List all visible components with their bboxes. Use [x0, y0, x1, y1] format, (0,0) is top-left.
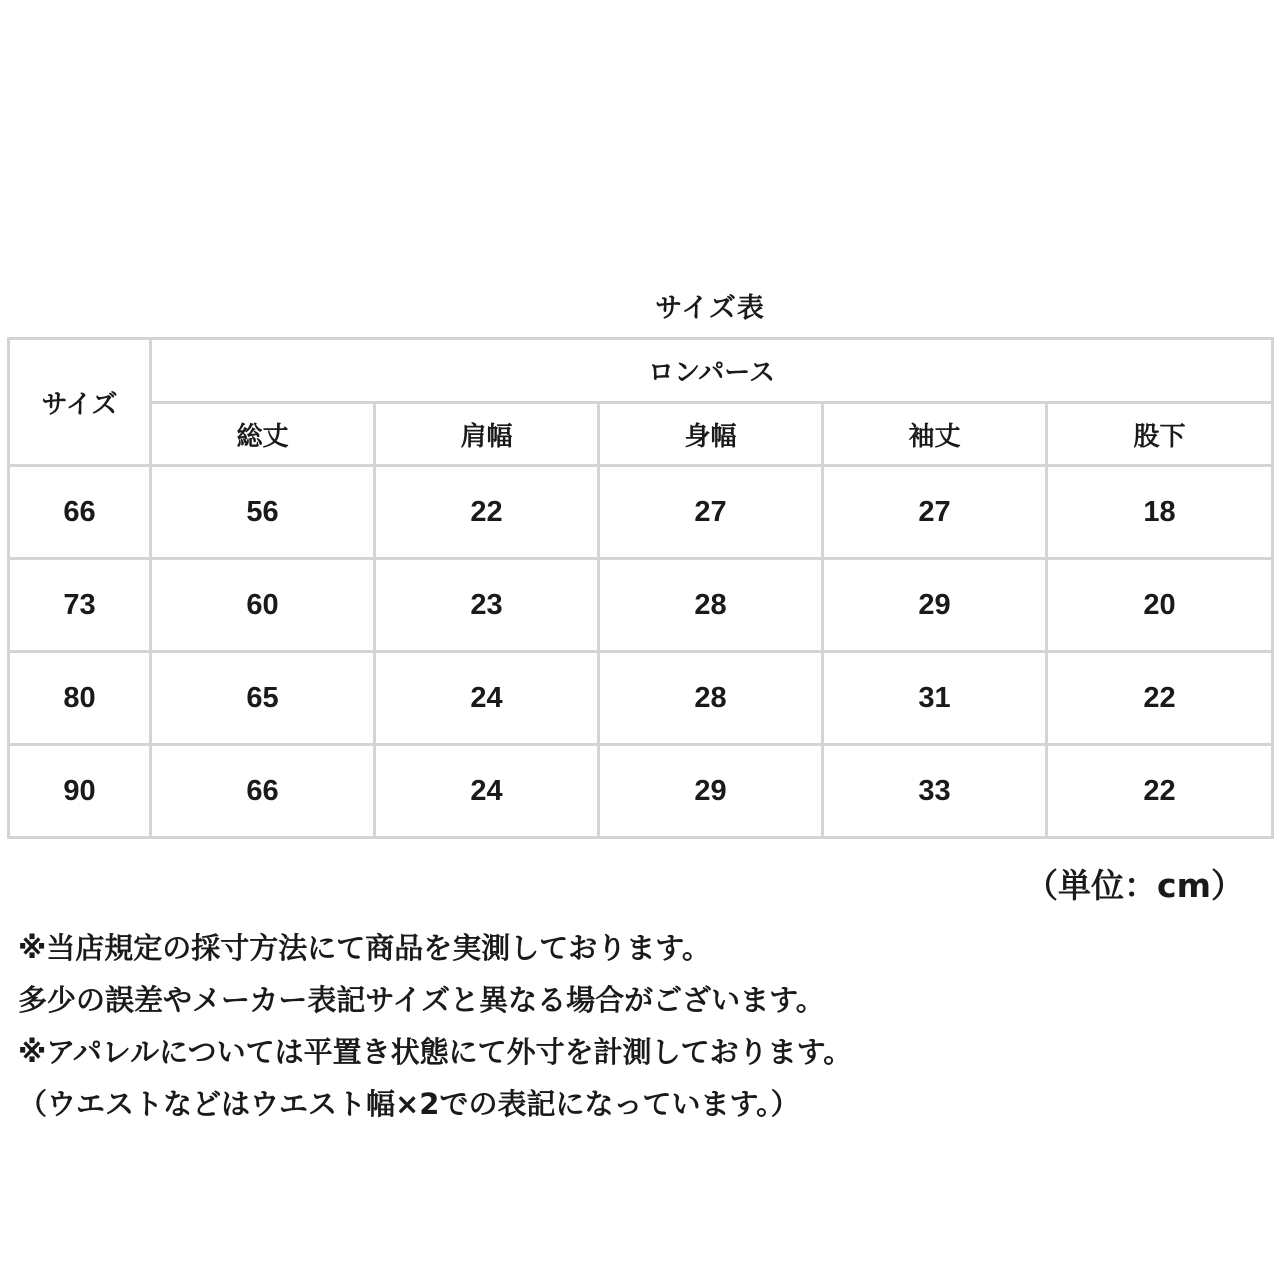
notes: [18, 922, 1258, 1130]
size-cell: 90: [9, 745, 151, 838]
table-row: [9, 559, 1273, 652]
column-header: 総丈: [151, 403, 375, 466]
table-cell: 28: [599, 559, 823, 652]
table-row: [9, 652, 1273, 745]
table-cell: 29: [599, 745, 823, 838]
table-cell: 23: [375, 559, 599, 652]
size-cell: 73: [9, 559, 151, 652]
table-cell: 28: [599, 652, 823, 745]
table-cell: 27: [823, 466, 1047, 559]
unit-label: （単位：cm）: [1025, 866, 1244, 905]
table-cell: 56: [151, 466, 375, 559]
table-cell: 33: [823, 745, 1047, 838]
table-subheader-row: [9, 403, 1273, 466]
column-header: 肩幅: [375, 403, 599, 466]
table-cell: 24: [375, 745, 599, 838]
size-table: [7, 337, 1274, 839]
size-header: サイズ: [9, 339, 151, 466]
table-cell: 31: [823, 652, 1047, 745]
table-cell: 18: [1047, 466, 1273, 559]
table-cell: 60: [151, 559, 375, 652]
table-cell: 22: [1047, 652, 1273, 745]
size-cell: 66: [9, 466, 151, 559]
table-row: [9, 745, 1273, 838]
column-header: 股下: [1047, 403, 1273, 466]
size-cell: 80: [9, 652, 151, 745]
table-cell: 20: [1047, 559, 1273, 652]
column-header: 袖丈: [823, 403, 1047, 466]
table-row: [9, 466, 1273, 559]
page-title: サイズ表: [655, 293, 765, 324]
table-header-row: [9, 339, 1273, 403]
table-cell: 22: [375, 466, 599, 559]
table-cell: 24: [375, 652, 599, 745]
note-line: 多少の誤差やメーカー表記サイズと異なる場合がございます。: [18, 983, 825, 1017]
note-line: ※当店規定の採寸方法にて商品を実測しております。: [18, 931, 711, 965]
table-cell: 22: [1047, 745, 1273, 838]
table-cell: 66: [151, 745, 375, 838]
column-header: 身幅: [599, 403, 823, 466]
table-cell: 27: [599, 466, 823, 559]
group-header: ロンパース: [151, 339, 1273, 403]
table-cell: 29: [823, 559, 1047, 652]
table-cell: 65: [151, 652, 375, 745]
note-line: （ウエストなどはウエスト幅×2での表記になっています。）: [18, 1087, 800, 1121]
note-line: ※アパレルについては平置き状態にて外寸を計測しております。: [18, 1035, 853, 1069]
